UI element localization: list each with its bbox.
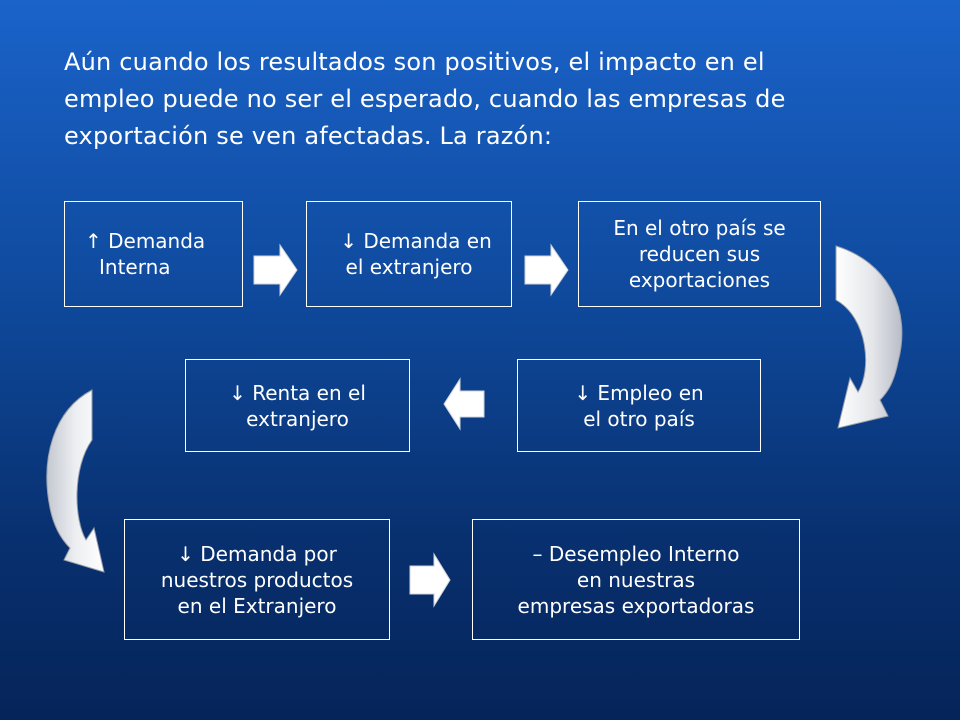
box-line: el extranjero [345,255,473,279]
box-line: en el Extranjero [177,593,337,618]
box-line: ↑ Demanda [85,229,206,253]
box-line: el otro país [583,406,695,431]
box-line: en nuestras [576,567,696,592]
right-arrow-icon [410,554,450,606]
right-arrow-icon [254,245,297,295]
box-line: nuestros productos [160,567,354,592]
left-arrow-icon [444,379,484,429]
box-line: En el otro país se [613,216,786,240]
box-line: ↓ Demanda por [177,541,337,566]
box-line: Interna [99,255,171,279]
box-line: extranjero [246,406,349,431]
box-line: empresas exportadoras [517,593,755,618]
box-line: ↓ Demanda en [340,229,492,253]
intro-line-3: exportación se ven afectadas. La razón: [64,122,553,150]
box-line: reducen sus [638,242,761,266]
right-arrow-icon [525,245,568,295]
intro-line-2: empleo puede no ser el esperado, cuando las empresas de [64,85,786,113]
curved-arrow-icon [836,246,902,428]
box-line: ↓ Renta en el [229,380,366,405]
box-line: – Desempleo Interno [532,541,740,566]
curved-arrow-icon [47,390,104,572]
box-line: exportaciones [628,268,771,292]
box-line: ↓ Empleo en [574,380,704,405]
intro-line-1: Aún cuando los resultados son positivos, el impacto en el [64,48,765,76]
